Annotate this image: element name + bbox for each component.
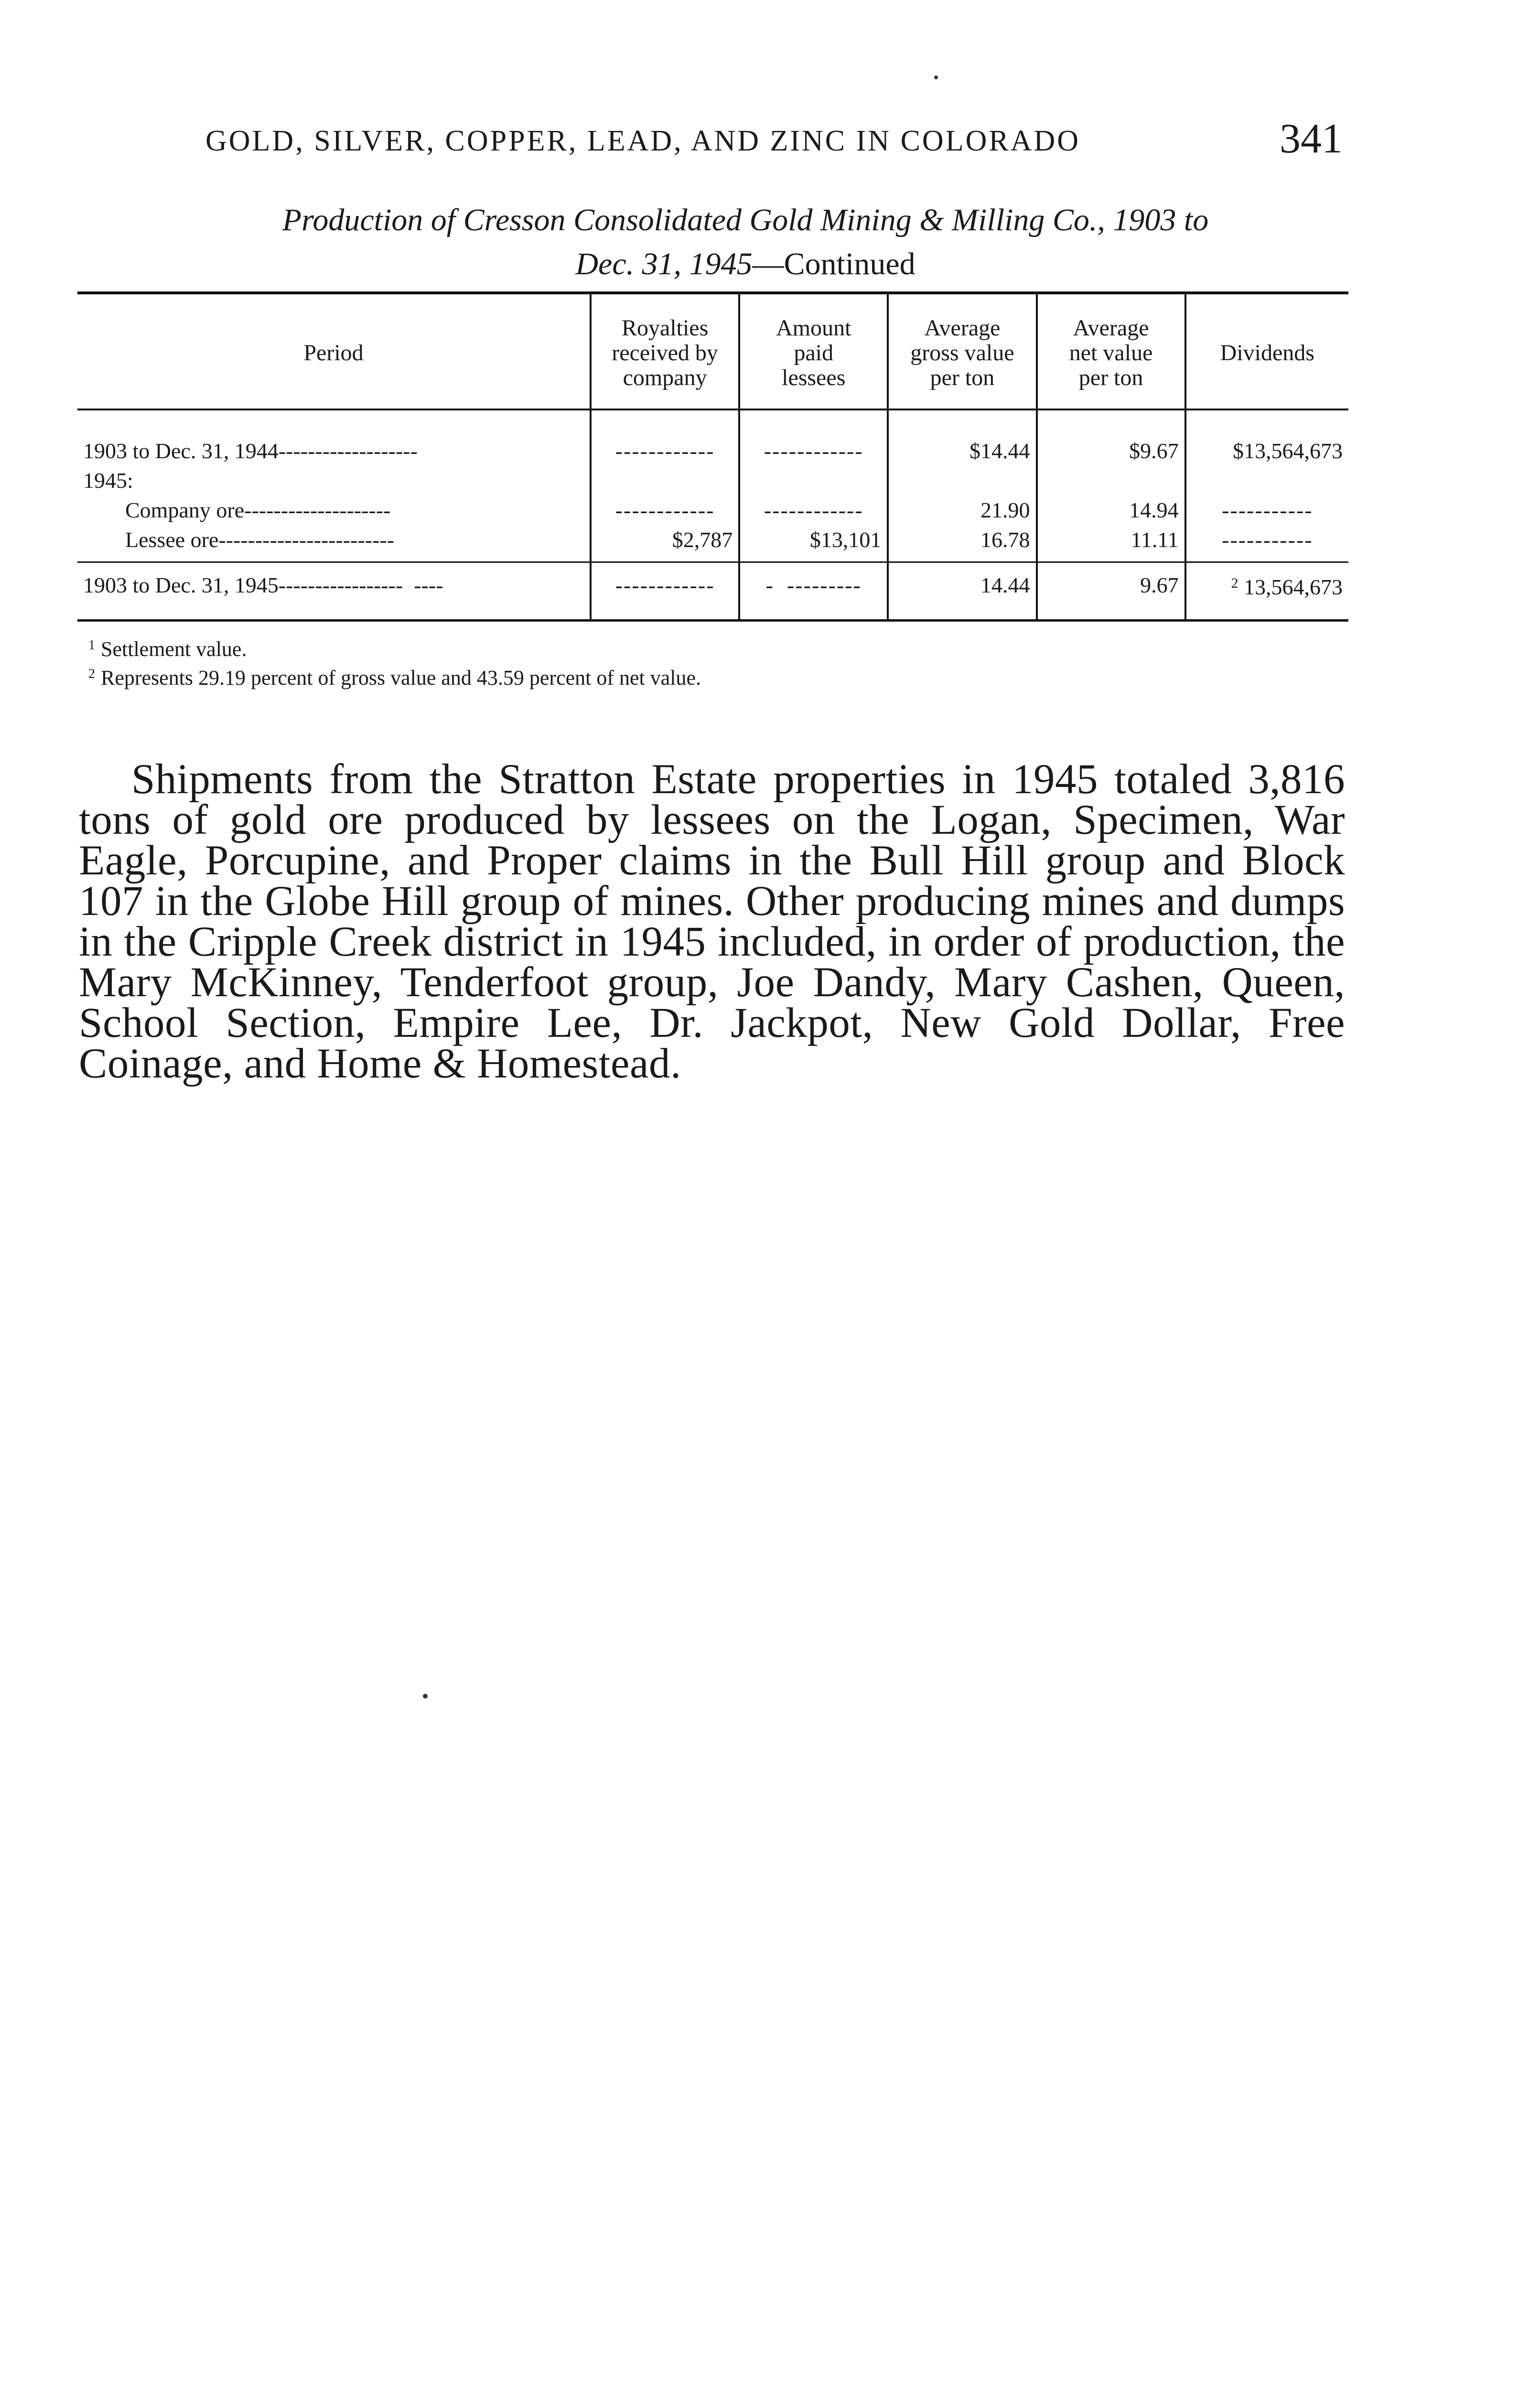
cell-gross: 14.44 — [888, 562, 1036, 621]
header-net — [1037, 293, 1185, 409]
page-number: 341 — [1280, 116, 1343, 162]
cell-period: 1903 to Dec. 31, 1944------------------- — [83, 439, 418, 463]
cell-gross: 16.78 — [888, 525, 1036, 562]
header-net-line-1: Average — [1073, 315, 1149, 341]
cell-gross: $14.44 — [888, 409, 1036, 466]
cell-net: 9.67 — [1037, 562, 1185, 621]
cell-period: 1903 to Dec. 31, 1945----------------- ---- — [77, 562, 591, 621]
header-royalties-line-2: received by — [612, 340, 718, 366]
cell-dividends-value: 13,564,673 — [1244, 575, 1343, 599]
table-title — [76, 198, 1414, 286]
header-amount-line-2: paid — [794, 340, 834, 366]
running-head-title: GOLD, SILVER, COPPER, LEAD, AND ZINC IN COLORADO — [205, 125, 1081, 157]
header-period: Period — [77, 293, 591, 409]
cell-period: Company ore-------------------- — [125, 498, 391, 522]
running-head — [205, 116, 1343, 162]
footnote — [88, 662, 701, 690]
table-row — [77, 495, 1348, 525]
header-gross-line-2: gross value — [910, 340, 1014, 366]
cell-amount-empty: - --------- — [739, 562, 888, 621]
cell-amount-empty: ------------ — [739, 495, 888, 525]
footnote-ref: 2 — [1231, 575, 1238, 591]
table-row — [77, 466, 1348, 495]
cell-empty — [1185, 466, 1348, 495]
cell-period-text: 1903 to Dec. 31, 1945 — [83, 573, 279, 597]
cell-net: 14.94 — [1037, 495, 1185, 525]
cell-empty — [1037, 466, 1185, 495]
footnote-text: Represents 29.19 percent of gross value and 43.59 percent of net value. — [101, 666, 701, 689]
body-paragraph: Shipments from the Stratton Estate properties in 1945 totaled 3,816 tons of gold ore produced by lessees on the Logan, Specimen, War Eagle, Porcupine, and Proper claims in the Bull Hill group and Block 107 in the Globe Hill group of mines. Other producing mines and dumps in the Cripple Creek district in 1945 included, in order of production, the Mary McKinney, Tenderfoot group, Joe Dandy, Mary Cashen, Queen, School Section, Empire Lee, Dr. Jackpot, New Gold Dollar, Free Coinage, and Home & Homestead. — [79, 756, 1345, 1087]
header-gross-line-3: per ton — [930, 365, 995, 390]
cell-royalties-empty: ------------ — [591, 409, 739, 466]
table-title-line-1: Production of Cresson Consolidated Gold Mining & Milling Co., 1903 to — [282, 203, 1209, 237]
footnote-mark: 1 — [88, 638, 95, 653]
header-royalties-line-3: company — [623, 365, 707, 390]
table-row-total — [77, 562, 1348, 621]
table-title-continued: —Continued — [752, 247, 915, 281]
cell-period: Lessee ore------------------------ — [125, 527, 395, 552]
cell-empty — [888, 466, 1036, 495]
header-net-line-2: net value — [1069, 340, 1153, 366]
cell-period-text: 1903 to Dec. 31, 1944 — [83, 439, 279, 463]
header-amount-line-3: lessees — [782, 365, 846, 390]
header-amount-line-1: Amount — [776, 315, 851, 341]
cell-royalties: $2,787 — [591, 525, 739, 562]
cell-period: 1945: — [83, 468, 133, 493]
cell-empty — [591, 466, 739, 495]
table-footnotes — [88, 633, 701, 690]
table-row — [77, 525, 1348, 562]
cell-dividends-empty: ----------- — [1185, 525, 1348, 562]
cell-period-text: Lessee ore — [125, 527, 219, 552]
cell-net: $9.67 — [1037, 409, 1185, 466]
cell-gross: 21.90 — [888, 495, 1036, 525]
footnote-mark: 2 — [88, 667, 95, 681]
header-royalties-line-1: Royalties — [621, 315, 709, 341]
cell-royalties-empty: ------------ — [591, 562, 739, 621]
header-amount — [739, 293, 888, 409]
footnote-text: Settlement value. — [101, 637, 247, 661]
cell-empty — [739, 466, 888, 495]
scan-speck — [423, 1694, 428, 1699]
header-gross-line-1: Average — [924, 315, 1001, 341]
cell-period-text: Company ore — [125, 498, 245, 522]
footnote — [88, 633, 701, 662]
header-gross — [888, 293, 1036, 409]
cell-amount: $13,101 — [739, 525, 888, 562]
table-header-row — [77, 293, 1348, 409]
cell-royalties-empty: ------------ — [591, 495, 739, 525]
table-title-date: Dec. 31, 1945 — [575, 247, 753, 281]
production-table — [77, 291, 1348, 622]
cell-dividends — [1185, 562, 1348, 621]
table-title-line-2 — [76, 242, 1414, 286]
cell-net: 11.11 — [1037, 525, 1185, 562]
header-royalties — [591, 293, 739, 409]
header-dividends: Dividends — [1185, 293, 1348, 409]
cell-dividends-empty: ----------- — [1185, 495, 1348, 525]
scan-speck — [934, 75, 938, 79]
table-row — [77, 409, 1348, 466]
cell-amount-empty: ------------ — [739, 409, 888, 466]
cell-dividends: $13,564,673 — [1185, 409, 1348, 466]
header-net-line-3: per ton — [1078, 365, 1143, 390]
